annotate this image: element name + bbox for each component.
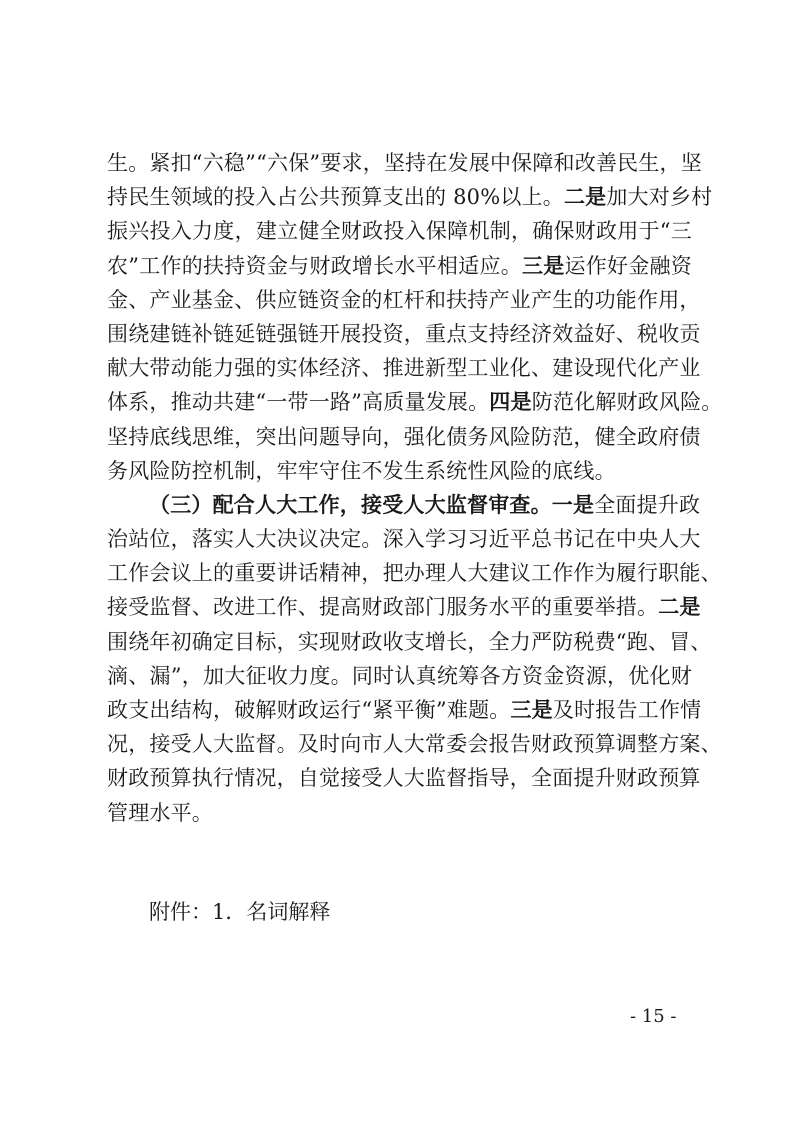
text-line bbox=[107, 283, 701, 317]
text-line bbox=[107, 249, 692, 283]
text-segment: 接受监督、改进工作、提高财政部门服务水平的重要举措。 bbox=[107, 595, 659, 620]
text-segment: 振兴投入力度，建立健全财政投入保障机制，确保财政用于“三 bbox=[107, 219, 692, 244]
text-segment: 全面提升政 bbox=[594, 492, 701, 517]
text-line bbox=[107, 727, 722, 761]
text-segment: 政支出结构，破解财政运行“紧平衡”难题。 bbox=[107, 698, 511, 722]
text-segment: 加大对乡村 bbox=[606, 185, 713, 210]
text-segment: 防范化解财政风险。 bbox=[531, 390, 723, 415]
text-line bbox=[107, 454, 692, 488]
bold-text-segment: （三）配合人大工作，接受人大监督审查。一是 bbox=[149, 492, 595, 517]
bold-text-segment: 二是 bbox=[658, 595, 701, 620]
text-segment: 及时报告工作情 bbox=[552, 698, 702, 722]
text-line bbox=[107, 488, 701, 522]
text-segment: 工作会议上的重要讲话精神，把办理人大建议工作作为履行职能、 bbox=[107, 561, 722, 586]
text-line bbox=[107, 659, 692, 693]
text-segment: 坚持底线思维，突出问题导向，强化债务风险防范，健全政府债 bbox=[107, 424, 701, 449]
text-segment: 献大带动能力强的实体经济、推进新型工业化、建设现代化产业 bbox=[107, 356, 701, 381]
attachment-line: 附件：1．名词解释 bbox=[149, 900, 331, 924]
page-number: - 15 - bbox=[630, 1006, 677, 1027]
text-segment: 务风险防控机制，牢牢守住不发生系统性风险的底线。 bbox=[107, 458, 616, 483]
text-segment: 金、产业基金、供应链资金的杠杆和扶持产业产生的功能作用， bbox=[107, 287, 701, 312]
text-line bbox=[107, 146, 702, 180]
text-segment: 生。紧扣“六稳”“六保”要求，坚持在发展中保障和改善民生，坚 bbox=[107, 151, 702, 175]
text-line bbox=[107, 693, 702, 727]
text-segment: 滴、漏”，加大征收力度。同时认真统筹各方资金资源，优化财 bbox=[107, 663, 692, 688]
text-line bbox=[107, 625, 712, 659]
text-line bbox=[107, 420, 701, 454]
text-line bbox=[107, 590, 701, 624]
text-line bbox=[107, 317, 701, 351]
text-line bbox=[107, 385, 723, 419]
text-segment: 农”工作的扶持资金与财政增长水平相适应。 bbox=[107, 253, 522, 278]
body-text bbox=[107, 146, 723, 830]
text-segment: 持民生领域的投入占公共预算支出的 80%以上。 bbox=[107, 185, 564, 210]
text-line bbox=[107, 556, 722, 590]
text-segment: 财政预算执行情况，自觉接受人大监督指导，全面提升财政预算 bbox=[107, 766, 701, 791]
bold-text-segment: 四是 bbox=[489, 390, 532, 415]
text-segment: 管理水平。 bbox=[107, 800, 213, 825]
text-segment: 围绕建链补链延链强链开展投资，重点支持经济效益好、税收贡 bbox=[107, 321, 701, 346]
text-line bbox=[107, 796, 692, 830]
text-line bbox=[107, 522, 701, 556]
text-segment: 体系，推动共建“一带一路”高质量发展。 bbox=[107, 390, 490, 415]
text-line bbox=[107, 351, 701, 385]
text-segment: 况，接受人大监督。及时向市人大常委会报告财政预算调整方案、 bbox=[107, 732, 722, 757]
text-segment: 治站位，落实人大决议决定。深入学习习近平总书记在中央人大 bbox=[107, 527, 701, 552]
bold-text-segment: 二是 bbox=[563, 185, 607, 210]
text-line bbox=[107, 761, 701, 795]
text-line bbox=[107, 180, 713, 214]
bold-text-segment: 三是 bbox=[510, 698, 553, 722]
bold-text-segment: 三是 bbox=[521, 253, 565, 278]
text-line bbox=[107, 214, 692, 248]
text-segment: 运作好金融资 bbox=[564, 253, 693, 278]
text-segment: 围绕年初确定目标，实现财政收支增长，全力严防税费“跑、冒、 bbox=[107, 629, 712, 654]
